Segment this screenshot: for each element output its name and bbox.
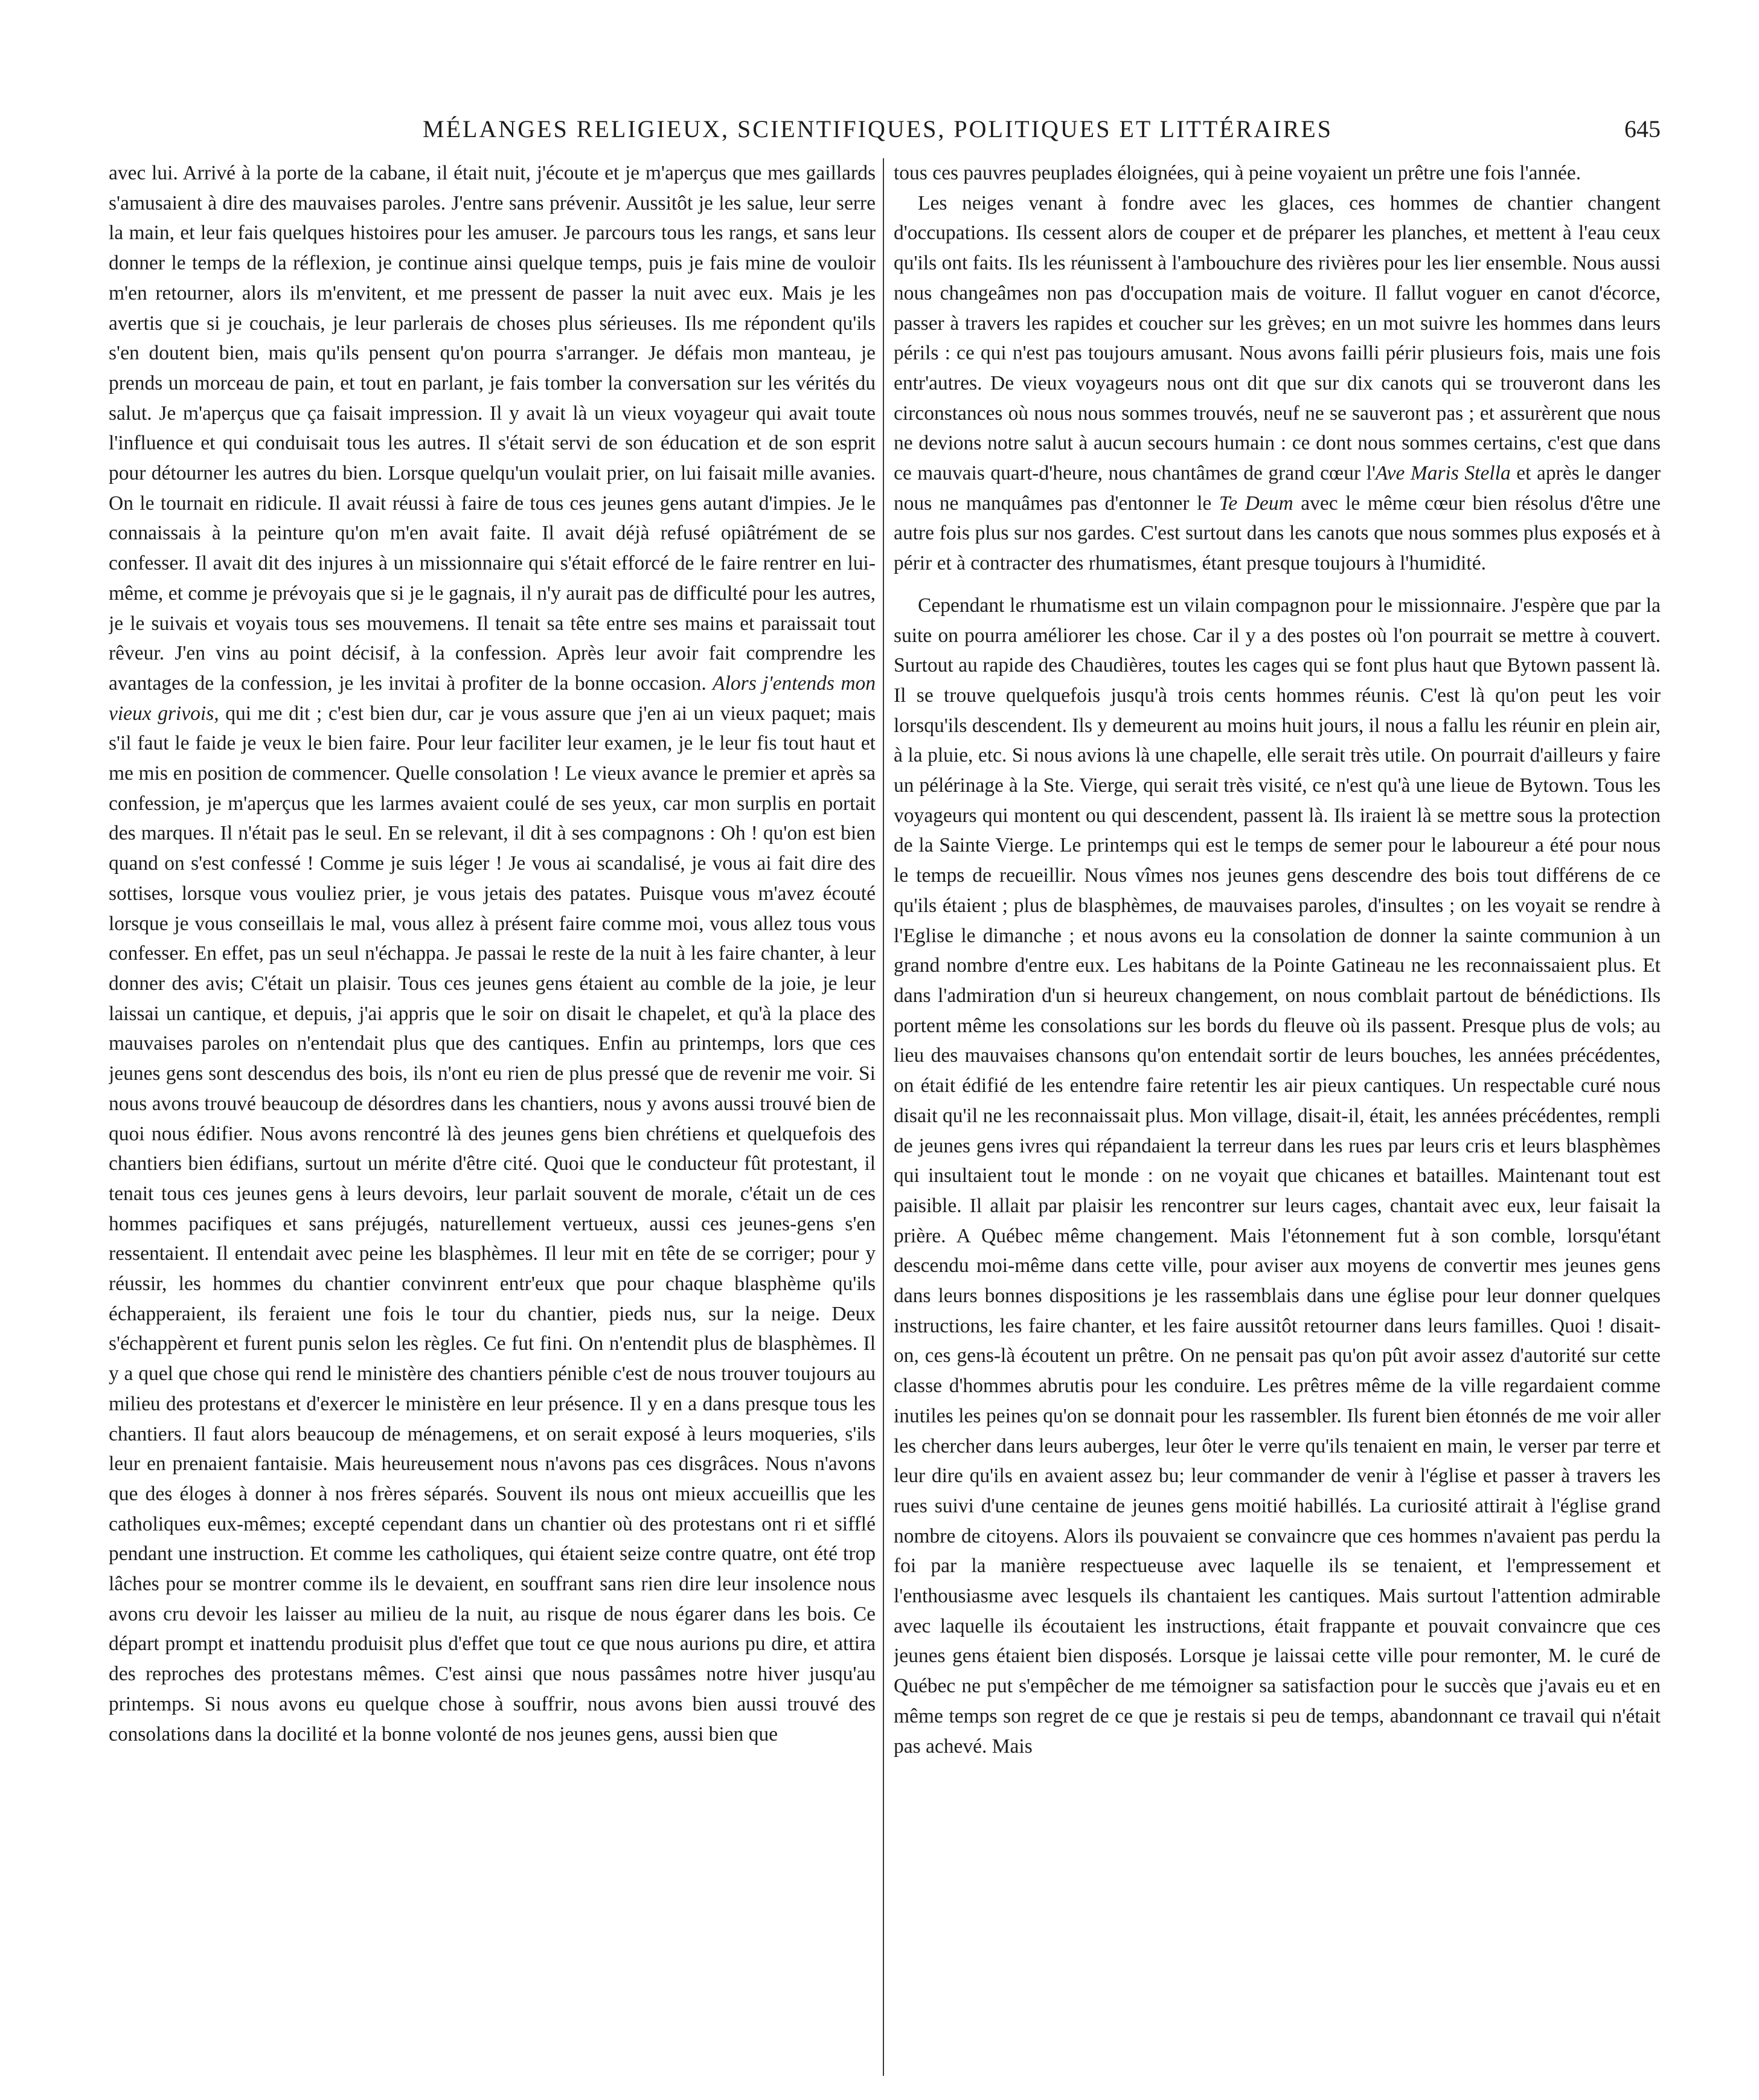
page-number: 645 bbox=[1624, 115, 1661, 143]
right-text-2c: avec le même cœur bien résolus d'être une autre fois plus sur nos gardes. C'est surtout dans les canots que nous sommes plus exposés et à périr et à contracter des rhumatismes, étant presque toujours à l'humidité. bbox=[894, 492, 1661, 575]
running-title: MÉLANGES RELIGIEUX, SCIENTIFIQUES, POLITIQUES ET LITTÉRAIRES bbox=[423, 115, 1333, 143]
right-column bbox=[894, 158, 1661, 2067]
right-italic-ave: Ave Maris Stella bbox=[1375, 462, 1511, 485]
right-text-2a: Les neiges venant à fondre avec les glaces, ces hommes de chantier changent d'occupations. Ils cessent alors de couper et de préparer les planches, et mettent à l'eau ceux qu'ils ont faits. Ils les réunissent à l'ambouchure des rivières pour les lier ensemble. Nous aussi nous changeâmes non pas d'occupation mais de voiture. Il fallut voguer en canot d'écorce, passer à travers les rapides et coucher sur les grèves; en un mot suivre les hommes dans leurs périls : ce qui n'est pas toujours amusant. Nous avons failli périr plusieurs fois, mais une fois entr'autres. De vieux voyageurs nous ont dit que sur dix canots qui se trouveront dans les circonstances où nous nous sommes trouvés, neuf ne se sauveront pas ; et assurèrent que nous ne devions notre salut à aucun secours humain : ce dont nous sommes certains, c'est que dans ce mauvais quart-d'heure, nous chantâmes de grand cœur l' bbox=[894, 191, 1661, 485]
right-italic-tedeum: Te Deum bbox=[1219, 492, 1293, 515]
left-paragraph-1 bbox=[109, 158, 876, 1749]
left-text-1: avec lui. Arrivé à la porte de la cabane, il était nuit, j'écoute et je m'aperçus que mes gaillards s'amusaient à dire des mauvaises paroles. J'entre sans prévenir. Aussitôt je les salue, leur serre la main, et leur fais quelques histoires pour les amuser. Je parcours tous les rangs, et sans leur donner le temps de la réflexion, je continue ainsi quelque temps, puis je fais mine de vouloir m'en retourner, alors ils m'envitent, et me pressent de passer la nuit avec eux. Mais je les avertis que si je couchais, je leur parlerais de choses plus sérieuses. Ils me répondent qu'ils s'en doutent bien, mais qu'ils pensent qu'on pourra s'arranger. Je défais mon manteau, je prends un morceau de pain, et tout en parlant, je fais tomber la conversation sur les vérités du salut. Je m'aperçus que ça faisait impression. Il y avait là un vieux voyageur qui avait toute l'influence et qui conduisait tous les autres. Il s'était servi de son éducation et de son esprit pour détourner les autres du bien. Lorsque quelqu'un voulait prier, on lui faisait mille avanies. On le tournait en ridicule. Il avait réussi à faire de tous ces jeunes gens autant d'impies. Je le connaissais à la peinture qu'on m'en avait faite. Il avait déjà refusé opiâtrément de se confesser. Il avait dit des injures à un missionnaire qui s'était efforcé de le faire rentrer en lui-même, et comme je prévoyais que si je le gagnais, il n'y aurait pas de difficulté pour les autres, je le suivais et voyais tous ses mouvemens. Il tenait sa tête entre ses mains et paraissait tout rêveur. J'en vins au point décisif, à la confession. Après leur avoir fait comprendre les avantages de la confession, je les invitai à profiter de la bonne occasion. bbox=[109, 162, 876, 695]
page-header bbox=[109, 115, 1661, 151]
right-paragraph-1: tous ces pauvres peuplades éloignées, qui à peine voyaient un prêtre une fois l'année. bbox=[894, 162, 1581, 184]
right-paragraph-3: Cependant le rhumatisme est un vilain compagnon pour le missionnaire. J'espère que par la suite on pourra améliorer les chose. Car il y a des postes où l'on pourrait se mettre à couvert. Surtout au rapide des Chaudières, toutes les cages qui se font plus haut que Bytown passent là. Il se trouve quelquefois jusqu'à trois cents hommes réunis. C'est là qu'on peut les voir lorsqu'ils descendent. Ils y demeurent au moins huit jours, il nous a fallu les réunir en plein air, à la pluie, etc. Si nous avions là une chapelle, elle serait très utile. On pourrait d'ailleurs y faire un pélérinage à la Ste. Vierge, qui serait très visité, ce n'est qu'à une lieue de Bytown. Tous les voyageurs qui montent ou qui descendent, passent là. Ils iraient là se mettre sous la protection de la Sainte Vierge. Le printemps qui est le temps de semer pour le laboureur a été pour nous le temps de recueillir. Nous vîmes nos jeunes gens descendre des bois tout différens de ce qu'ils étaient ; plus de blasphèmes, de mauvaises paroles, d'insultes ; on les voyait se rendre à l'Eglise le dimanche ; et nous avons eu la consolation de donner la sainte communion à un grand nombre d'entre eux. Les habitans de la Pointe Gatineau ne les reconnaissaient plus. Et dans l'admiration d'un si heureux changement, on nous comblait partout de bénédictions. Ils portent même les consolations sur les bords du fleuve où ils passent. Presque plus de vols; au lieu des mauvaises chansons qu'on entendait sortir de leurs bouches, les années précédentes, on était édifié de les entendre faire retentir les air pieux cantiques. Un respectable curé nous disait qu'il ne les reconnaissait plus. Mon village, disait-il, était, les années précédentes, rempli de jeunes gens ivres qui répandaient la terreur dans les rues par leurs cris et leurs blasphèmes qui insultaient tout le monde : on ne voyait que chicanes et batailles. Maintenant tout est paisible. Il allait par plaisir les rencontrer sur leurs cages, chantait avec eux, leur faisait la prière. A Québec même changement. Mais l'étonnement fut à son comble, lorsqu'étant descendu moi-même dans cette ville, pour aviser aux moyens de convertir mes jeunes gens dans leurs bonnes dispositions je les rassemblais dans une église pour leur donner quelques instructions, les faire chanter, et les faire aussitôt retourner dans leurs familles. Quoi ! disait-on, ces gens-là écoutent un prêtre. On ne pensait pas qu'on pût avoir assez d'autorité sur cette classe d'hommes abrutis pour les conduire. Les prêtres même de la ville regardaient comme inutiles les peines qu'on se donnait pour les rassembler. Ils furent bien étonnés de me voir aller les chercher dans leurs auberges, leur ôter le verre qu'ils tenaient en main, le verser par terre et leur dire qu'ils en avaient assez bu; leur commander de venir à l'église et passer à travers les rues suivi d'une centaine de jeunes gens moitié habillés. La curiosité attirait à l'église grand nombre de citoyens. Alors ils pouvaient se convaincre que ces hommes n'avaient pas perdu la foi par la manière respectueuse avec laquelle ils se tenaient, et l'empressement et l'enthousiasme avec lesquels ils chantaient les cantiques. Mais surtout l'attention admirable avec laquelle ils écoutaient les instructions, était frappante et pouvait convaincre que ces jeunes gens étaient bien disposés. Lorsque je laissai cette ville pour remonter, M. le curé de Québec ne put s'empêcher de me témoigner sa satisfaction pour le succès que j'avais eu et en même temps son regret de ce que je restais si peu de temps, abandonnant ce travail qui n'était pas achevé. Mais bbox=[894, 594, 1661, 1758]
left-text-2: qui me dit ; c'est bien dur, car je vous assure que j'en ai un vieux paquet; mais s'il faut le faide je veux le bien faire. Pour leur faciliter leur examen, je le leur fis tout haut et me mis en position de commencer. Quelle consolation ! Le vieux avance le premier et après sa confession, je m'aperçus que les larmes avaient coulé de ses yeux, car mon surplis en portait des marques. Il n'était pas le seul. En se relevant, il dit à ses compagnons : Oh ! qu'on est bien quand on s'est confessé ! Comme je suis léger ! Je vous ai scandalisé, je vous ai fait dire des sottises, lorsque vous vouliez prier, je vous jetais des patates. Puisque vous m'avez écouté lorsque je vous conseillais le mal, vous allez à présent faire comme moi, vous allez tous vous confesser. En effet, pas un seul n'échappa. Je passai le reste de la nuit à les faire chanter, à leur donner des avis; C'était un plaisir. Tous ces jeunes gens étaient au comble de la joie, je leur laissai un cantique, et depuis, j'ai appris que le soir on disait le chapelet, et qu'à la place des mauvaises paroles on n'entendait plus que des cantiques. Enfin au printemps, lors que ces jeunes gens sont descendus des bois, ils n'ont eu rien de plus pressé que de revenir me voir. Si nous avons trouvé beaucoup de désordres dans les chantiers, nous y avons aussi trouvé bien de quoi nous édifier. Nous avons rencontré là des jeunes gens bien chrétiens et quelquefois des chantiers bien édifians, surtout un mérite d'être cité. Quoi que le conducteur fût protestant, il tenait tous ces jeunes gens à leurs devoirs, leur parlait souvent de morale, c'était un de ces hommes pacifiques et sans préjugés, naturellement vertueux, aussi ces jeunes-gens s'en ressentaient. Il entendait avec peine les blasphèmes. Il leur mit en tête de se corriger; pour y réussir, les hommes du chantier convinrent entr'eux que pour chaque blasphème qu'ils échapperaient, ils feraient une fois le tour du chantier, pieds nus, sur la neige. Deux s'échappèrent et furent punis selon les règles. Ce fut fini. On n'entendit plus de blasphèmes. Il y a quel que chose qui rend le ministère des chantiers pénible c'est de nous trouver toujours au milieu des protestans et d'exercer le ministère en leur présence. Il y en a dans presque tous les chantiers. Il faut alors beaucoup de ménagemens, et on serait exposé à leurs moqueries, s'ils leur en prenaient fantaisie. Mais heureusement nous n'avons pas ces disgrâces. Nous n'avons que des éloges à donner à nos frères séparés. Souvent ils nous ont mieux accueillis que les catholiques eux-mêmes; excepté cependant dans un chantier où des protestans ont ri et sifflé pendant une instruction. Et comme les catholiques, qui étaient seize contre quatre, ont été trop lâches pour se montrer comme ils le devaient, en souffrant sans rien dire leur insolence nous avons cru devoir les laisser au milieu de la nuit, au risque de nous égarer dans les bois. Ce départ prompt et inattendu produisit plus d'effet que tout ce que nous aurions pu dire, et attira des reproches des protestans mêmes. C'est ainsi que nous passâmes notre hiver jusqu'au printemps. Si nous avons eu quelque chose à souffrir, nous avons bien aussi trouvé des consolations dans la docilité et la bonne volonté de nos jeunes gens, aussi bien que bbox=[109, 702, 876, 1745]
column-divider bbox=[883, 158, 884, 2076]
right-text-2b: et après le danger nous ne manquâmes pas d'entonner le bbox=[894, 462, 1661, 515]
left-italic-quote: Alors j'entends mon vieux grivois, bbox=[109, 672, 876, 725]
right-paragraph-2 bbox=[894, 188, 1661, 579]
left-column bbox=[109, 158, 876, 2067]
